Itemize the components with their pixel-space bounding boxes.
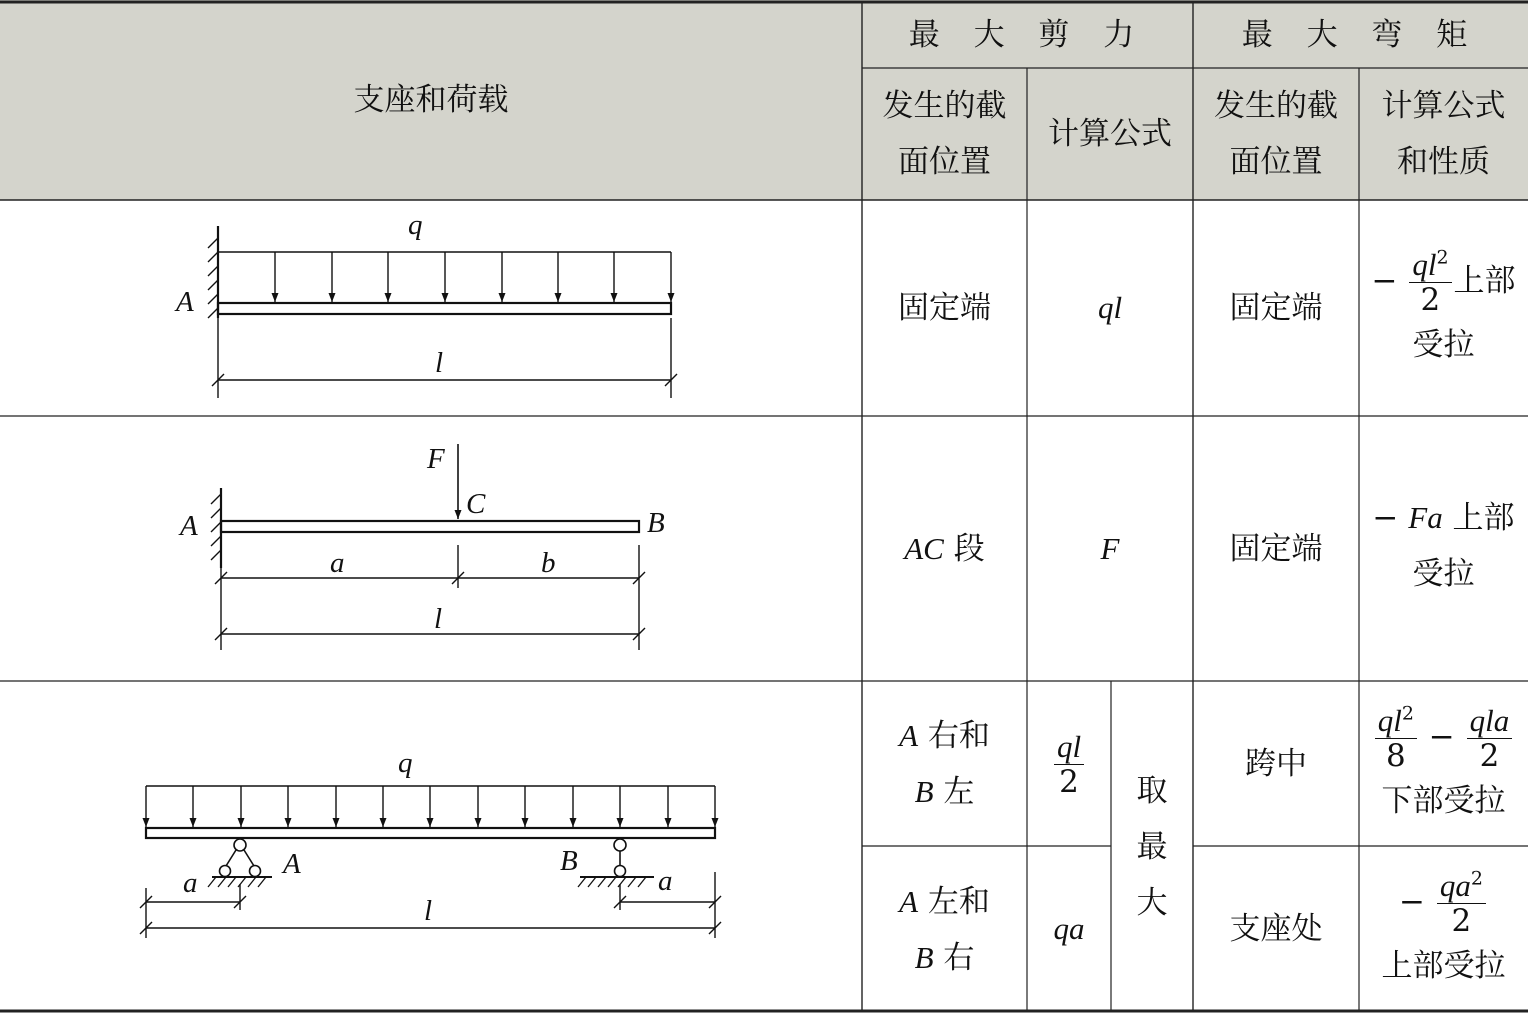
row3-take-max: 取 最 大: [1136, 773, 1168, 921]
header-moment-section-position: 发生的截 面位置: [1214, 88, 1338, 180]
row1-moment-formula: − $\frac{ql^2}{2}$ 上部 受拉: [1371, 246, 1516, 363]
label-q: q: [408, 209, 423, 241]
label-A: A: [180, 510, 198, 542]
row3b-moment-position: 支座处: [1229, 911, 1323, 947]
label-l: l: [435, 347, 444, 379]
wall-hatch: [211, 494, 221, 560]
header-moment-formula-nature: 计算公式 和性质: [1381, 88, 1506, 180]
row3b-shear-formula: qa: [1053, 911, 1085, 946]
label-B: B: [647, 507, 665, 539]
header-shear-formula: 计算公式: [1048, 116, 1172, 152]
label-A: A: [176, 286, 194, 318]
label-a-left: a: [183, 867, 198, 899]
row3a-shear-position: A 右和 B 左: [899, 718, 990, 810]
label-a: a: [330, 547, 345, 579]
label-a-right: a: [658, 865, 673, 897]
label-C: C: [466, 488, 486, 520]
row2-shear-position: AC 段: [904, 530, 985, 567]
row3b-moment-formula: − $\frac{qa^2}{2}$ 上部受拉: [1381, 867, 1506, 984]
roller-support-b: [578, 839, 654, 887]
row3b-shear-position: A 左和 B 右: [899, 884, 990, 976]
beam: [146, 828, 715, 838]
label-F: F: [427, 443, 445, 475]
dimension-l: [212, 318, 677, 398]
load-arrows: [146, 786, 715, 827]
row2-moment-formula: − Fa 上部 受拉: [1372, 500, 1515, 592]
row3a-moment-formula: $\frac{ql^2}{8}$ − $\frac{\text{qla}}{2}$ 下部受拉: [1359, 696, 1528, 836]
row2-shear-formula: F: [1100, 530, 1120, 566]
header-support-load: 支座和荷载: [353, 82, 509, 118]
label-q: q: [398, 747, 413, 779]
label-l: l: [424, 895, 433, 927]
beam: [221, 521, 639, 532]
row1-moment-position: 固定端: [1229, 290, 1323, 326]
label-l: l: [434, 603, 443, 635]
row3a-moment-position: 跨中: [1245, 746, 1307, 782]
header-max-moment: 最 大 弯 矩: [1241, 17, 1480, 53]
wall-hatch: [208, 238, 218, 318]
beam: [218, 303, 671, 314]
dimensions: [215, 545, 645, 650]
label-B: B: [560, 845, 578, 877]
load-arrows: [275, 252, 671, 302]
header-max-shear: 最 大 剪 力: [908, 17, 1147, 53]
row1-shear-position: 固定端: [898, 290, 991, 326]
row3a-shear-formula: $\frac{ql}{2}$: [1027, 682, 1111, 846]
header-shear-section-position: 发生的截 面位置: [882, 88, 1007, 180]
row2-moment-position: 固定端: [1229, 530, 1323, 567]
label-b: b: [541, 547, 556, 579]
row1-shear-formula: ql: [1097, 290, 1123, 325]
pin-support-a: [208, 839, 272, 887]
label-A: A: [283, 848, 301, 880]
